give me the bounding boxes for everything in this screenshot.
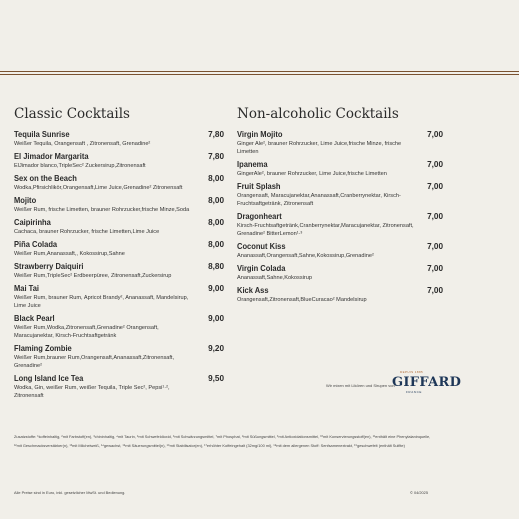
menu-item	[14, 262, 224, 280]
item-description: Weißer Rum,Wodka,Zitronensaft,Grenadine² Orangensaft, Maracujanektar, Kirsch-Fruchtsaftgetränk	[14, 325, 159, 339]
item-price: 7,00	[427, 264, 443, 273]
item-description: Weißer Rum,brauner Rum,Orangensaft,Ananassaft,Zitronensaft, Grenadine²	[14, 355, 175, 369]
item-name: Dragonheart	[237, 212, 282, 221]
menu-item	[14, 174, 224, 192]
item-description: Orangensaft,Zitronensaft,BlueCuracao² Mandelsirup	[237, 297, 367, 303]
menu-item	[237, 160, 443, 178]
logo-sub: FRANCE	[406, 390, 422, 394]
item-description: Ananassaft,Orangensaft,Sahne,Kokossirup,Grenadine²	[237, 253, 374, 259]
item-price: 7,00	[427, 130, 443, 139]
item-description: Weißer Tequila, Orangensaft , Zitronensaft, Grenadine²	[14, 141, 151, 147]
menu-item	[14, 240, 224, 258]
item-description: Wodka, Gin, weißer Rum, weißer Tequila, Triple Sec², Pepsi¹·², Zitronensaft	[14, 385, 170, 399]
item-price: 9,00	[208, 284, 224, 293]
item-name: Coconut Kiss	[237, 242, 286, 251]
item-name: Tequila Sunrise	[14, 130, 70, 139]
footnote-line: ¹²mit Geschmacksverstärker(n), ¹³mit Milcheiweiß, ¹⁴gewachst, ¹⁵mit Säuerungsmittel(n), ¹⁶mit Stabilisator(en), ¹⁷erhöhter Koffeingehalt (32mg/100 ml), ¹⁸mit dem allergenen Stoff: Senfsamenextrakt, ¹⁹geschwefelt (enthält Sulfite)	[14, 443, 405, 449]
item-description: Orangensaft, Maracujanektar,Ananassaft,Cranberrynektar, Kirsch-Fruchtsaftgetränk, Zitronensaft	[237, 193, 401, 207]
menu-item	[14, 196, 224, 214]
prices-note: Alle Preise sind in Euro, inkl. gesetzlicher MwSt. und Bedienung.	[14, 490, 126, 495]
item-price: 7,00	[427, 160, 443, 169]
menu-item	[14, 314, 224, 340]
item-description: Cachaca, brauner Rohrzucker, frische Limetten,Lime Juice	[14, 229, 160, 235]
giffard-logo	[304, 368, 462, 398]
item-name: Strawberry Daiquiri	[14, 262, 84, 271]
item-name: Virgin Colada	[237, 264, 286, 273]
item-description: Ananassaft,Sahne,Kokossirup	[237, 275, 312, 281]
item-name: Mai Tai	[14, 284, 39, 293]
item-name: Virgin Mojito	[237, 130, 283, 139]
classic-cocktails-column	[14, 106, 224, 404]
logo-brand: GIFFARD	[392, 375, 462, 390]
section-heading: Classic Cocktails	[14, 106, 130, 122]
top-rule	[0, 71, 519, 72]
item-price: 8,00	[208, 218, 224, 227]
footnote-line: Zusatzstoffe: ¹koffeinhaltig, ²mit Farbstoff(en), ³chininhaltig, ⁴mit Taurin, ⁵mit Schwefeldioxid, ⁶mit Schwärzungsmittel, ⁷mit Phosphat, ⁸mit Süßungsmittel, ⁹mit Antioxidationsmittel, ¹⁰mit Konservierungsstoff(en), ¹¹enthält eine Phenylalaninquelle,	[14, 434, 431, 439]
item-name: Long Island Ice Tea	[14, 374, 84, 383]
menu-item	[14, 218, 224, 236]
item-description: Ginger Ale², brauner Rohrzucker, Lime Juice,frische Minze, frische Limetten	[237, 141, 402, 155]
item-price: 8,00	[208, 240, 224, 249]
menu-item	[237, 212, 443, 238]
item-name: Ipanema	[237, 160, 268, 169]
menu-item	[237, 286, 443, 304]
menu-item	[14, 374, 224, 400]
item-price: 8,00	[208, 196, 224, 205]
menu-item	[237, 242, 443, 260]
menu-item	[14, 130, 224, 148]
item-description: Weißer Rum, frische Limetten, brauner Rohrzucker,frische Minze,Soda	[14, 207, 190, 213]
item-description: Kirsch-Fruchtsaftgetränk,Cranberrynektar,Maracujanektar, Zitronensaft, Grenadine² BitterLemon¹·³	[237, 223, 414, 237]
item-price: 9,00	[208, 314, 224, 323]
non-alcoholic-cocktails-column	[237, 106, 443, 308]
menu-item	[14, 284, 224, 310]
item-price: 9,50	[208, 374, 224, 383]
menu-item	[237, 130, 443, 156]
logo-tagline: Wir mixen mit Likören und Sirupen von	[326, 383, 395, 388]
item-name: El Jimador Margarita	[14, 152, 89, 161]
item-description: Wodka,Pfirsichlikör,Orangensaft,Lime Juice,Grenadine² Zitronensaft	[14, 185, 183, 191]
item-price: 7,00	[427, 286, 443, 295]
item-description: Weißer Rum,TripleSec² Erdbeerpüree, Zitronensaft,Zuckersirup	[14, 273, 172, 279]
item-name: Mojito	[14, 196, 37, 205]
menu-item	[237, 182, 443, 208]
item-name: Black Pearl	[14, 314, 55, 323]
menu-item	[14, 344, 224, 370]
item-name: Piña Colada	[14, 240, 58, 249]
item-name: Fruit Splash	[237, 182, 281, 191]
menu-item	[14, 152, 224, 170]
item-price: 7,00	[427, 242, 443, 251]
menu-item	[237, 264, 443, 282]
item-name: Kick Ass	[237, 286, 269, 295]
footnotes	[14, 434, 444, 452]
section-heading: Non-alcoholic Cocktails	[237, 106, 399, 122]
item-price: 7,80	[208, 152, 224, 161]
item-price: 7,00	[427, 182, 443, 191]
copyright: © 04/2025	[410, 490, 429, 495]
item-price: 7,80	[208, 130, 224, 139]
item-description: Weißer Rum,Ananassaft,, Kokossirup,Sahne	[14, 251, 125, 257]
item-description: ElJimador blanco,TripleSec² Zuckersirup,Zitronensaft	[14, 163, 146, 169]
item-price: 7,00	[427, 212, 443, 221]
item-description: GingerAle², brauner Rohrzucker, Lime Juice,frische Limetten	[237, 171, 387, 177]
item-name: Sex on the Beach	[14, 174, 77, 183]
item-name: Caipirinha	[14, 218, 51, 227]
top-rule-second	[0, 74, 519, 75]
item-price: 8,00	[208, 174, 224, 183]
item-price: 9,20	[208, 344, 224, 353]
logo-since: DEPUIS 1885	[400, 370, 424, 374]
item-price: 8,80	[208, 262, 224, 271]
item-description: Weißer Rum, brauner Rum, Apricot Brandy², Ananassaft, Mandelsirup, Lime Juice	[14, 295, 189, 309]
item-name: Flaming Zombie	[14, 344, 72, 353]
